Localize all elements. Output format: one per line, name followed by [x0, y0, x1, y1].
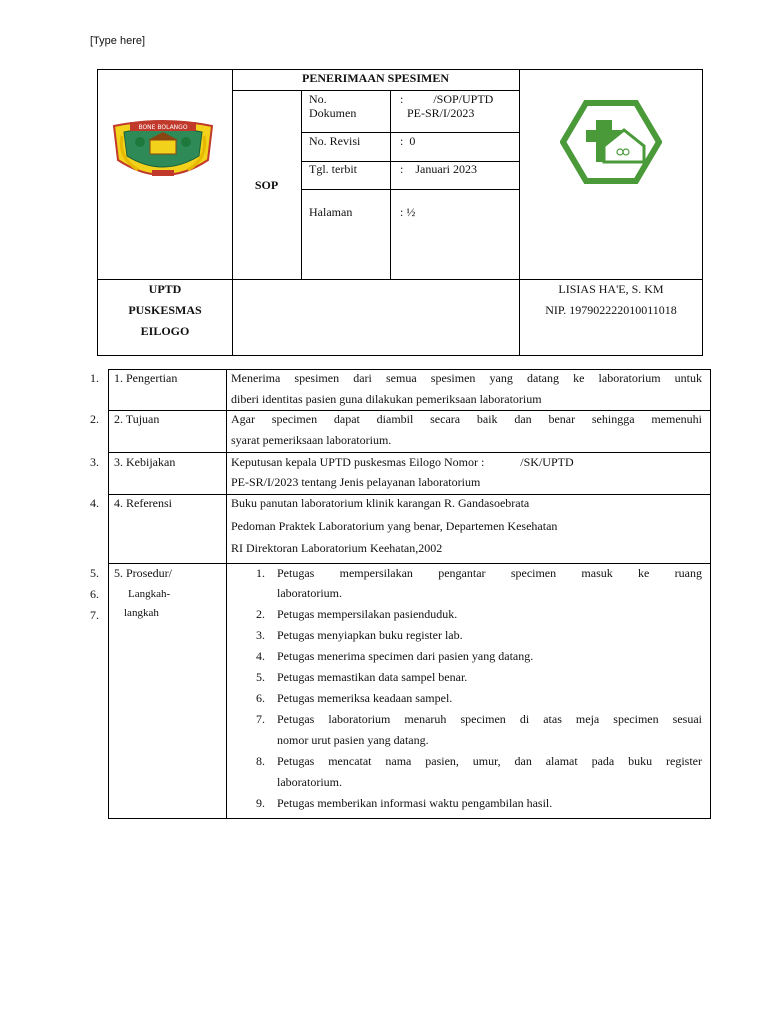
row-text-line: Pedoman Praktek Laboratorium yang benar, Departemen Kesehatan — [231, 519, 558, 533]
no-dokumen-label-2: Dokumen — [309, 106, 357, 120]
row-text-line: PE-SR/I/2023 tentang Jenis pelayanan laboratorium — [231, 475, 481, 489]
no-revisi-label: No. Revisi — [309, 134, 361, 148]
sop-title: PENERIMAAN SPESIMEN — [301, 71, 449, 85]
row-text-line: diberi identitas pasien guna dilakukan pemeriksaan laboratorium — [231, 392, 542, 406]
row-label: 2. Tujuan — [114, 412, 160, 426]
no-dokumen-value-2: PE-SR/I/2023 — [407, 106, 475, 120]
svg-text:BONE BOLANGO: BONE BOLANGO — [138, 124, 188, 131]
signer-nip: NIP. 197902222010011018 — [545, 303, 677, 317]
puskesmas-logo — [560, 100, 662, 184]
row-number: 2. — [90, 412, 99, 426]
no-dokumen-label: No. — [309, 92, 327, 106]
tgl-terbit-value: : Januari 2023 — [400, 162, 477, 176]
row-number: 5. — [90, 566, 99, 580]
row-number: 7. — [90, 608, 99, 622]
row-number: 4. — [90, 496, 99, 510]
row-label: 4. Referensi — [114, 496, 172, 510]
no-revisi-value: : 0 — [400, 134, 416, 148]
prosedur-label: Langkah- — [128, 588, 171, 600]
sop-label: SOP — [254, 178, 279, 192]
row-text-line: RI Direktoran Laboratorium Keehatan,2002 — [231, 541, 443, 555]
row-label: 1. Pengertian — [114, 371, 178, 385]
regency-emblem-logo — [108, 118, 218, 186]
org-line-3: EILOGO — [140, 324, 190, 338]
signer-name: LISIAS HA'E, S. KM — [558, 282, 664, 296]
halaman-label: Halaman — [309, 205, 353, 219]
prosedur-label: langkah — [124, 607, 159, 619]
row-label: 3. Kebijakan — [114, 455, 176, 469]
row-number: 6. — [90, 587, 99, 601]
sop-header-table — [97, 69, 703, 356]
tgl-terbit-label: Tgl. terbit — [309, 162, 357, 176]
header-placeholder-text: [Type here] — [90, 35, 146, 47]
halaman-value: : ½ — [400, 205, 416, 219]
row-text-line: Agar specimen dapat diambil secara baik dan benar sehingga memenuhi — [231, 412, 702, 426]
row-number: 1. — [90, 371, 99, 385]
row-text-line: Buku panutan laboratorium klinik karangan R. Gandasoebrata — [231, 496, 530, 510]
row-text-line: Keputusan kepala UPTD puskesmas Eilogo Nomor : /SK/UPTD — [231, 455, 574, 469]
no-dokumen-value: : /SOP/UPTD — [400, 92, 494, 106]
row-text-line: Menerima spesimen dari semua spesimen yang datang ke laboratorium untuk — [231, 371, 702, 385]
prosedur-label: 5. Prosedur/ — [114, 566, 172, 580]
org-line-2: PUSKESMAS — [128, 303, 202, 317]
org-line-1: UPTD — [148, 282, 182, 296]
row-number: 3. — [90, 455, 99, 469]
row-text-line: syarat pemeriksaan laboratorium. — [231, 433, 392, 447]
